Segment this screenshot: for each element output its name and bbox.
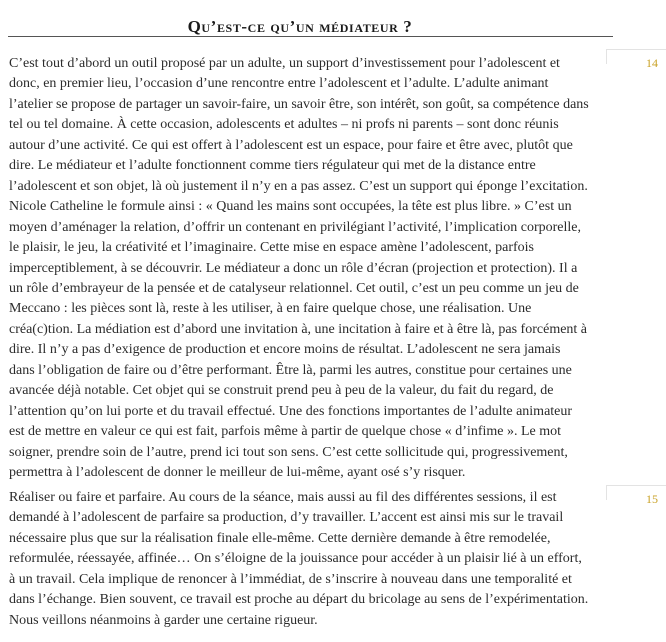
paragraph: Réaliser ou faire et parfaire. Au cours de la séance, mais aussi au fil des différentes sessions, il est demandé à l’adolescent de parfaire sa production, d’y travailler. L’accent est ainsi mis sur le travail nécessaire plus que sur la réalisation finale elle-même. Cette dernière demande à être remodelée, reformulée, réessayée, affinée… On s’éloigne de la jouissance pour accéder à un plaisir lié à un effort, à un travail. Cela implique de renoncer à l’immédiat, de s’inscrire à nouveau dans une temporalité et dans l’échange. Bien souvent, ce travail est proche au départ du bricolage au sens de l’expérimentation. Nous veillons néanmoins à garder une certaine rigueur. [9,490,589,628]
page-number[interactable]: 14 [646,56,658,70]
paragraph: C’est tout d’abord un outil proposé par un adulte, un support d’investissement pour l’adolescent et donc, en premier lieu, l’occasion d’une rencontre entre l’adolescent et l’adulte. L’adulte animant l’atelier se propose de partager un savoir-faire, un savoir être, son intérêt, son goût, sa compétence dans tel ou tel domaine. À cette occasion, adolescents et adultes – ni profs ni parents – sont donc réunis autour d’une activité. Ce qui est offert à l’adolescent est un espace, pour faire et être avec, plutôt que dire. Le médiateur et l’adulte fonctionnent comme tiers régulateur qui met de la distance entre l’adolescent et son objet, là où justement il n’y en a pas assez. C’est un support qui éponge l’excitation. Nicole Catheline le formule ainsi : « Quand les mains sont occupées, la tête est plus libre. » C’est un moyen d’aménager la relation, d’offrir un contenant en privilégiant l’activité, l’implication corporelle, le plaisir, le jeu, la créativité et l’imaginaire. Cette mise en espace amène l’adolescent, parfois imperceptiblement, à se découvrir. Le médiateur a donc un rôle d’écran (projection et protection). Il a un rôle d’embrayeur de la pensée et de catalyseur relationnel. Cet outil, c’est un peu comme un jeu de Meccano : les pièces sont là, reste à les utiliser, à en faire quelque chose, une réalisation. Une créa(c)tion. La médiation est d’abord une invitation à, une incitation à faire et à être là, pas forcément à dire. Il n’y a pas d’exigence de production et encore moins de résultat. L’adolescent ne sera jamais dans l’obligation de faire ou d’être performant. Être là, parmi les autres, constitue pour certaines une avancée déjà notable. Cet objet qui se construit prend peu à peu de la valeur, du fait du regard, de l’attention qu’on lui porte et du travail effectué. Une des fonctions importantes de l’adulte animateur est de mettre en valeur ce qui est fait, parfois même à partir de quelque chose « d’infime ». Le mot soigner, prendre soin de l’autre, prend ici tout son sens. C’est cette sollicitude qui, progressivement, permettra à l’adolescent de donner le meilleur de lui-même, ayant osé s’y risquer. [9,56,589,481]
page-number[interactable]: 15 [646,492,658,506]
page-title: Qu’est-ce qu’un médiateur ? [187,17,413,37]
title-divider [8,36,613,37]
